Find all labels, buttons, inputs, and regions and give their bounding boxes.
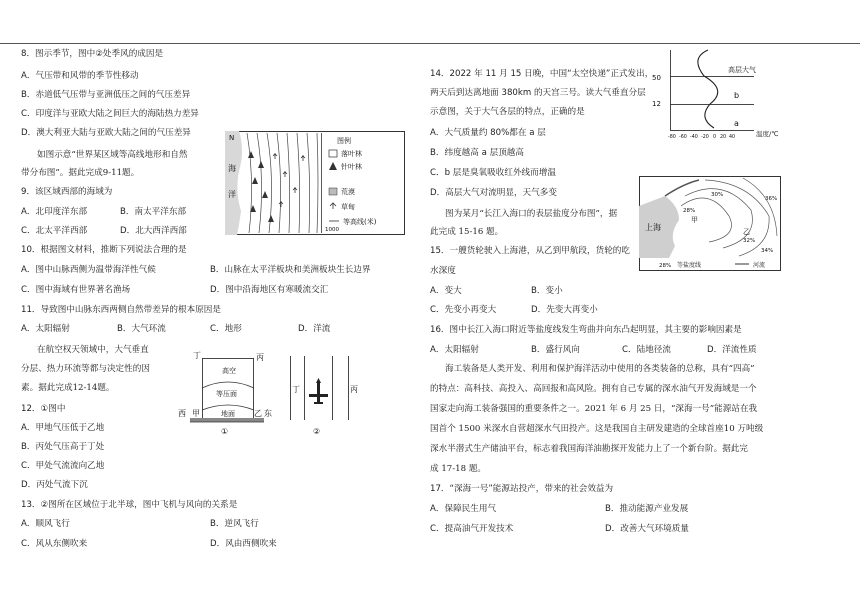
airplane-wind-diagram	[280, 352, 362, 440]
diagram1-ding: 丁	[193, 351, 201, 360]
diagram1-ground: 地面	[221, 410, 235, 418]
atm-tick-0: -80	[668, 135, 676, 140]
legend-title: 图例	[337, 137, 351, 145]
intro-17-18-line4: 国首个 1500 米深水自营超深水气田投产。这是我国自主研发建造的全球首座10 万吨级	[430, 424, 764, 434]
q14-stem-line1: 14．2022 年 11 月 15 日晚，中国“太空快递”正式发出，	[430, 69, 654, 79]
q11-stem: 11．导致图中山脉东西两侧自然带差异的根本原因是	[21, 305, 221, 315]
q8-stem: 8．图示季节，图中②处季风的成因是	[21, 49, 164, 59]
atm-tick-4: 0	[713, 135, 717, 140]
contour-value: 1000	[325, 227, 339, 233]
diagram1-west: 西	[178, 409, 186, 418]
q14-option-b[interactable]: B．纬度越高 a 层顶越高	[430, 148, 524, 158]
atm-b-label: b	[734, 91, 740, 100]
diagram1-high-air: 高空	[222, 367, 236, 375]
legend-meadow: 草甸	[341, 203, 355, 211]
q10-stem: 10．根据图文材料，推断下列说法合理的是	[21, 245, 187, 255]
atm-tick-6: 40	[729, 135, 736, 140]
legend-desert: 荒漠	[341, 188, 355, 196]
q16-option-b[interactable]: B．盛行风向	[531, 345, 580, 355]
q14-stem-line3: 示意图，关于大气各层的特点，正确的是	[430, 107, 585, 117]
terrain-map-figure	[225, 131, 405, 235]
q10-option-b[interactable]: B．山脉在太平洋板块和美洲板块生长边界	[210, 265, 371, 275]
q14-option-a[interactable]: A．大气质量约 80%都在 a 层	[430, 128, 546, 138]
atmosphere-layers-figure	[650, 48, 790, 144]
intro-17-18-line1: 海工装备是人类开发、利用和保护海洋活动中使用的各类装备的总称，具有“四高”	[445, 364, 755, 374]
q11-option-b[interactable]: B．大气环流	[117, 324, 166, 334]
q9-option-a[interactable]: A．北印度洋东部	[21, 207, 88, 217]
intro-9-11-line1: 如图示意“世界某区域等高线地形和自然	[37, 150, 188, 160]
atm-tick-1: -60	[679, 135, 687, 140]
salinity-value-30: 30%	[711, 192, 724, 198]
q14-option-d[interactable]: D．高层大气对流明显，天气多变	[430, 188, 557, 198]
salinity-map-figure	[639, 176, 781, 271]
q12-stem: 12．①图中	[21, 404, 66, 414]
q11-option-a[interactable]: A．太阳辐射	[21, 324, 70, 334]
q10-option-d[interactable]: D．图中沿海地区有寒暖流交汇	[210, 285, 329, 295]
intro-9-11-line2: 带分布图”。据此完成9-11题。	[21, 168, 140, 178]
salinity-city-label: 上海	[645, 223, 661, 232]
q12-option-c[interactable]: C．甲处气流流向乙地	[21, 461, 105, 471]
q13-option-c[interactable]: C．风从东侧吹来	[21, 539, 88, 549]
q15-option-d[interactable]: D．先变大再变小	[531, 305, 598, 315]
intro-15-16-line2: 此完成 15-16 题。	[430, 227, 504, 237]
q8-option-b[interactable]: B．赤道低气压带与亚洲低压之间的气压差异	[21, 90, 191, 100]
airplane-icon	[309, 378, 328, 404]
q8-option-d[interactable]: D．澳大利亚大陆与亚欧大陆之间的气压差异	[21, 128, 191, 138]
q13-option-b[interactable]: B．逆风飞行	[210, 519, 259, 529]
q10-option-c[interactable]: C．图中海域有世界著名渔场	[21, 285, 131, 295]
q12-option-a[interactable]: A．甲地气压低于乙地	[21, 423, 105, 433]
q9-option-b[interactable]: B．南太平洋东部	[120, 207, 187, 217]
q16-stem: 16．图中长江入海口附近等盐度线发生弯曲并向东凸起明显，其主要的影响因素是	[430, 325, 742, 335]
q11-option-c[interactable]: C．地形	[210, 324, 242, 334]
q14-stem-line2: 两天后到达离地面 380km 的天宫三号。读大气垂直分层	[430, 88, 646, 98]
intro-12-14-line2: 分层、热力环流等都与决定性的因	[21, 364, 150, 374]
diagram1-isobar: 等压面	[216, 390, 237, 398]
q9-option-c[interactable]: C．北太平洋西部	[21, 226, 88, 236]
intro-12-14-line3: 素。据此完成12-14题。	[21, 383, 115, 393]
salinity-value-36: 36%	[765, 196, 778, 202]
salinity-point-jia: 甲	[691, 216, 698, 224]
atm-y-50: 50	[652, 74, 661, 82]
q17-option-b[interactable]: B．推动能源产业发展	[605, 504, 689, 514]
diagram2-ding: 丁	[292, 385, 300, 394]
header-rule	[0, 43, 860, 44]
intro-17-18-line6: 成 17-18 题。	[430, 464, 487, 474]
thermal-circulation-diagram	[176, 348, 276, 440]
q13-option-d[interactable]: D．风由西侧吹来	[210, 539, 277, 549]
q12-option-d[interactable]: D．丙处气流下沉	[21, 480, 88, 490]
diagram1-east: 东	[264, 409, 272, 418]
atm-y-12: 12	[652, 100, 661, 108]
q15-stem-line2: 水深度	[430, 266, 456, 276]
diagram1-number: ①	[221, 427, 229, 436]
salinity-point-yi: 乙	[743, 228, 750, 236]
atm-tick-3: -20	[701, 135, 709, 140]
q13-option-a[interactable]: A．顺风飞行	[21, 519, 70, 529]
salinity-value-34: 34%	[761, 248, 774, 254]
salinity-legend-isohaline: 等盐度线	[677, 262, 702, 269]
atm-high-label: 高层大气	[728, 66, 756, 74]
atm-a-label: a	[734, 119, 739, 128]
q17-option-a[interactable]: A．保障民生用气	[430, 504, 497, 514]
intro-17-18-line5: 深水半潜式生产储油平台，标志着我国海洋油勘探开发能力上了一个新台阶。据此完	[430, 444, 748, 454]
q16-option-d[interactable]: D．洋流性质	[707, 345, 757, 355]
intro-17-18-line2: 的特点：高科技、高投入、高回报和高风险。拥有自己专属的深水油气开发海域是一个	[430, 384, 757, 394]
q13-stem: 13．②图所在区域位于北半球，图中飞机与风向的关系是	[21, 500, 238, 510]
q8-option-c[interactable]: C．印度洋与亚欧大陆之间巨大的海陆热力差异	[21, 109, 199, 119]
q14-option-c[interactable]: C．b 层是臭氧吸收红外线而增温	[430, 168, 556, 178]
salinity-value-32: 32%	[743, 238, 756, 244]
intro-15-16-line1: 图为某月“长江入海口的表层盐度分布图”，据	[445, 209, 618, 219]
q11-option-d[interactable]: D．洋流	[298, 324, 331, 334]
q12-option-b[interactable]: B．丙处气压高于丁处	[21, 442, 105, 452]
intro-17-18-line3: 国家走向海工装备强国的重要条件之一。2021 年 6 月 25 日，“深海一号”能源站在我	[430, 404, 758, 414]
intro-12-14-line1: 在航空权天领域中，大气垂直	[37, 345, 149, 355]
sea-label-1: 海	[228, 164, 236, 173]
q15-option-a[interactable]: A．变大	[430, 286, 462, 296]
atm-tick-2: -40	[690, 135, 698, 140]
q16-option-a[interactable]: A．太阳辐射	[430, 345, 479, 355]
q9-option-d[interactable]: D．北大西洋西部	[120, 226, 187, 236]
q9-stem: 9．该区域西部的海域为	[21, 187, 113, 197]
q17-stem: 17．“深海一号”能源站投产，带来的社会效益为	[430, 484, 614, 494]
legend-deciduous: 落叶林	[341, 150, 362, 158]
desert-icon	[329, 188, 337, 195]
salinity-legend-river: 河流	[753, 262, 766, 269]
q10-option-a[interactable]: A．图中山脉西侧为温带海洋性气候	[21, 265, 156, 275]
salinity-legend-value: 28%	[659, 263, 672, 269]
diagram1-jia: 甲	[192, 409, 200, 418]
q17-option-d[interactable]: D．改善大气环境质量	[605, 524, 689, 534]
diagram1-bing: 丙	[256, 353, 264, 362]
legend-contour: 等高线(米)	[343, 218, 377, 226]
diagram2-bing: 丙	[350, 385, 358, 394]
q15-option-b[interactable]: B．变小	[531, 286, 563, 296]
north-arrow: N	[229, 134, 235, 142]
q8-option-a[interactable]: A．气压带和风带的季节性移动	[21, 71, 139, 81]
q16-option-c[interactable]: C．陆地径流	[622, 345, 671, 355]
diagram2-number: ②	[313, 427, 321, 436]
q15-stem-line1: 15．一艘货轮驶入上海港，从乙到甲航段，货轮的吃	[430, 246, 630, 256]
salinity-value-28: 28%	[683, 208, 696, 214]
atm-tick-5: 20	[720, 135, 727, 140]
diagram1-yi: 乙	[254, 409, 262, 418]
legend-conifer: 针叶林	[341, 163, 362, 171]
q17-option-c[interactable]: C．提高油气开发技术	[430, 524, 514, 534]
sea-label-2: 洋	[228, 190, 236, 199]
atm-x-label: 温度/℃	[756, 130, 779, 138]
q15-option-c[interactable]: C．先变小再变大	[430, 305, 497, 315]
